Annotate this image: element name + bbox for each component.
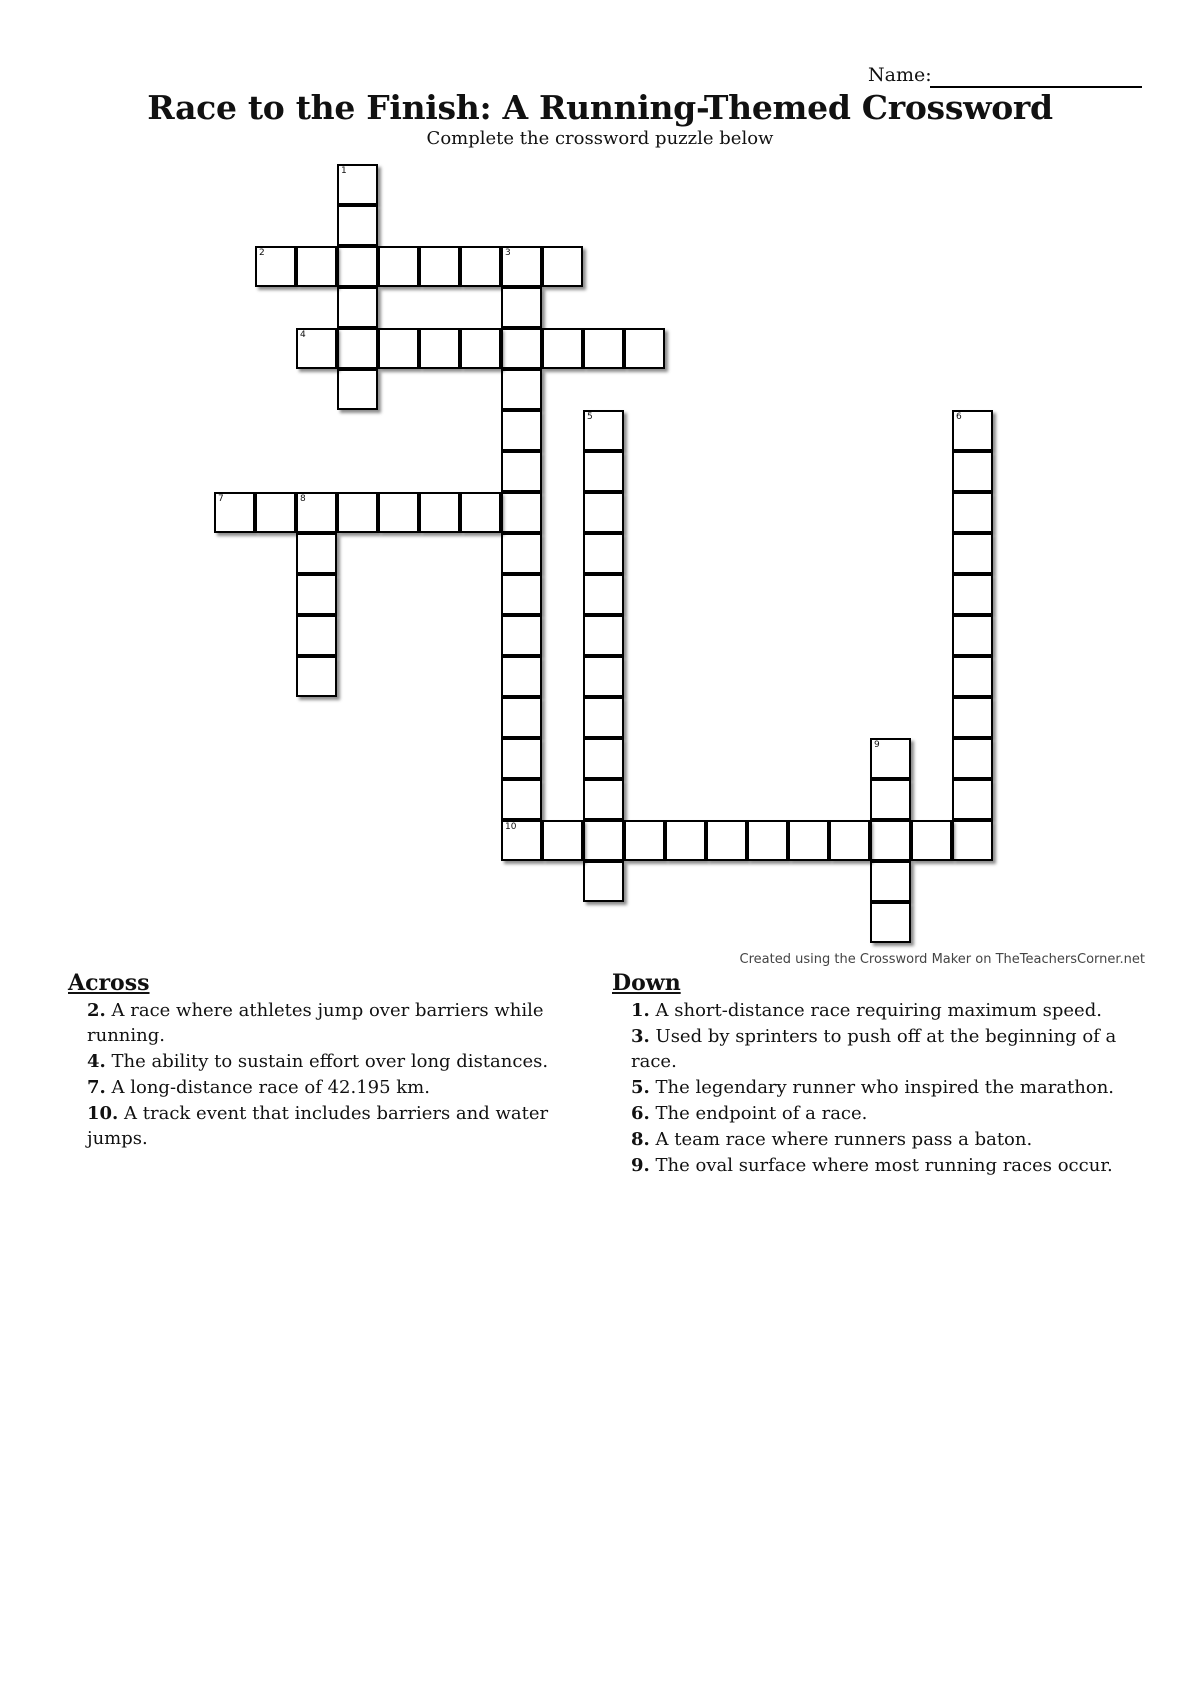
- crossword-cell[interactable]: [378, 328, 419, 369]
- down-clue: [612, 1024, 1122, 1074]
- crossword-cell[interactable]: [583, 328, 624, 369]
- crossword-cell[interactable]: [747, 820, 788, 861]
- clue-number: 9.: [631, 1155, 650, 1176]
- crossword-cell[interactable]: [255, 246, 296, 287]
- crossword-cell[interactable]: [460, 328, 501, 369]
- clue-text: The ability to sustain effort over long distances.: [105, 1051, 549, 1072]
- clue-number-label: 1: [341, 166, 347, 176]
- clue-text: A race where athletes jump over barriers while running.: [87, 1000, 544, 1046]
- crossword-cell[interactable]: [870, 738, 911, 779]
- crossword-cell[interactable]: [952, 820, 993, 861]
- clue-number: 7.: [87, 1077, 106, 1098]
- clue-number: 2.: [87, 1000, 106, 1021]
- crossword-cell[interactable]: [952, 697, 993, 738]
- clue-number-label: 6: [956, 412, 962, 422]
- crossword-cell[interactable]: [542, 820, 583, 861]
- crossword-cell[interactable]: [583, 697, 624, 738]
- clue-text: A track event that includes barriers and water jumps.: [87, 1103, 549, 1149]
- crossword-cell[interactable]: [337, 369, 378, 410]
- clue-number-label: 10: [505, 822, 517, 832]
- down-clue: [612, 998, 1122, 1023]
- clue-text: Used by sprinters to push off at the beginning of a race.: [631, 1026, 1117, 1072]
- clue-text: The legendary runner who inspired the marathon.: [649, 1077, 1115, 1098]
- crossword-cell[interactable]: [255, 492, 296, 533]
- crossword-cell[interactable]: [419, 492, 460, 533]
- clue-number-label: 2: [259, 248, 265, 258]
- crossword-cell[interactable]: [952, 615, 993, 656]
- crossword-cell[interactable]: [870, 902, 911, 943]
- crossword-cell[interactable]: [337, 246, 378, 287]
- crossword-cell[interactable]: [501, 738, 542, 779]
- crossword-cell[interactable]: [296, 492, 337, 533]
- credit-text: Created using the Crossword Maker on TheTeachersCorner.net: [739, 952, 1145, 967]
- crossword-cell[interactable]: [337, 205, 378, 246]
- clue-number: 3.: [631, 1026, 650, 1047]
- clue-text: A long-distance race of 42.195 km.: [105, 1077, 430, 1098]
- clue-number-label: 4: [300, 330, 306, 340]
- crossword-cell[interactable]: [952, 779, 993, 820]
- page-title: Race to the Finish: A Running-Themed Crossword: [147, 88, 1053, 127]
- crossword-cell[interactable]: [952, 738, 993, 779]
- clue-text: A team race where runners pass a baton.: [649, 1129, 1033, 1150]
- crossword-cell[interactable]: [665, 820, 706, 861]
- crossword-cell[interactable]: [583, 656, 624, 697]
- crossword-cell[interactable]: [501, 697, 542, 738]
- crossword-cell[interactable]: [583, 492, 624, 533]
- crossword-cell[interactable]: [378, 492, 419, 533]
- clue-number-label: 3: [505, 248, 511, 258]
- crossword-cell[interactable]: [419, 328, 460, 369]
- crossword-cell[interactable]: [296, 615, 337, 656]
- crossword-cell[interactable]: [501, 779, 542, 820]
- crossword-cell[interactable]: [952, 574, 993, 615]
- crossword-cell[interactable]: [952, 410, 993, 451]
- crossword-cell[interactable]: [460, 492, 501, 533]
- crossword-cell[interactable]: [583, 820, 624, 861]
- clue-number-label: 5: [587, 412, 593, 422]
- clue-number: 4.: [87, 1051, 106, 1072]
- crossword-cell[interactable]: [788, 820, 829, 861]
- crossword-cell[interactable]: [870, 861, 911, 902]
- clue-text: The oval surface where most running races occur.: [649, 1155, 1113, 1176]
- crossword-cell[interactable]: [501, 410, 542, 451]
- down-clue: [612, 1127, 1122, 1152]
- crossword-cell[interactable]: [583, 410, 624, 451]
- name-label: Name:: [868, 64, 932, 86]
- crossword-cell[interactable]: [583, 533, 624, 574]
- crossword-cell[interactable]: [952, 656, 993, 697]
- crossword-cell[interactable]: [829, 820, 870, 861]
- crossword-cell[interactable]: [296, 533, 337, 574]
- crossword-cell[interactable]: [952, 451, 993, 492]
- crossword-cell[interactable]: [583, 779, 624, 820]
- across-clue: [68, 1049, 578, 1074]
- down-clue: [612, 1075, 1122, 1100]
- page-subtitle: Complete the crossword puzzle below: [426, 128, 774, 149]
- crossword-cell[interactable]: [378, 246, 419, 287]
- crossword-cell[interactable]: [460, 246, 501, 287]
- crossword-cell[interactable]: [337, 164, 378, 205]
- down-clues: [612, 970, 1122, 1179]
- crossword-cell[interactable]: [870, 779, 911, 820]
- crossword-cell[interactable]: [624, 328, 665, 369]
- crossword-cell[interactable]: [296, 328, 337, 369]
- crossword-cell[interactable]: [296, 574, 337, 615]
- clue-number: 8.: [631, 1129, 650, 1150]
- across-clue: [68, 1075, 578, 1100]
- clue-number-label: 9: [874, 740, 880, 750]
- clue-text: The endpoint of a race.: [649, 1103, 868, 1124]
- down-clue: [612, 1101, 1122, 1126]
- crossword-cell[interactable]: [624, 820, 665, 861]
- across-clue: [68, 998, 578, 1048]
- crossword-cell[interactable]: [952, 492, 993, 533]
- crossword-cell[interactable]: [296, 656, 337, 697]
- crossword-cell[interactable]: [501, 328, 542, 369]
- crossword-cell[interactable]: [911, 820, 952, 861]
- crossword-cell[interactable]: [542, 328, 583, 369]
- crossword-cell[interactable]: [583, 615, 624, 656]
- crossword-cell[interactable]: [583, 861, 624, 902]
- crossword-cell[interactable]: [501, 574, 542, 615]
- clue-number-label: 8: [300, 494, 306, 504]
- crossword-cell[interactable]: [501, 820, 542, 861]
- crossword-cell[interactable]: [296, 246, 337, 287]
- down-heading: Down: [612, 970, 681, 996]
- crossword-cell[interactable]: [214, 492, 255, 533]
- clue-number: 5.: [631, 1077, 650, 1098]
- clue-number: 10.: [87, 1103, 119, 1124]
- crossword-cell[interactable]: [501, 615, 542, 656]
- crossword-cell[interactable]: [337, 492, 378, 533]
- crossword-cell[interactable]: [501, 533, 542, 574]
- crossword-cell[interactable]: [501, 369, 542, 410]
- across-clue: [68, 1101, 578, 1151]
- crossword-cell[interactable]: [583, 738, 624, 779]
- crossword-cell[interactable]: [583, 451, 624, 492]
- crossword-cell[interactable]: [706, 820, 747, 861]
- crossword-cell[interactable]: [501, 656, 542, 697]
- crossword-cell[interactable]: [501, 492, 542, 533]
- crossword-cell[interactable]: [952, 533, 993, 574]
- clue-number: 6.: [631, 1103, 650, 1124]
- crossword-cell[interactable]: [870, 820, 911, 861]
- crossword-cell[interactable]: [501, 287, 542, 328]
- crossword-cell[interactable]: [542, 246, 583, 287]
- clue-text: A short-distance race requiring maximum speed.: [649, 1000, 1102, 1021]
- crossword-cell[interactable]: [583, 574, 624, 615]
- crossword-cell[interactable]: [501, 246, 542, 287]
- crossword-cell[interactable]: [501, 451, 542, 492]
- across-clues: [68, 970, 578, 1152]
- crossword-cell[interactable]: [337, 328, 378, 369]
- clue-number: 1.: [631, 1000, 650, 1021]
- clue-number-label: 7: [218, 494, 224, 504]
- crossword-cell[interactable]: [337, 287, 378, 328]
- down-clue: [612, 1153, 1122, 1178]
- across-heading: Across: [68, 970, 150, 996]
- crossword-cell[interactable]: [419, 246, 460, 287]
